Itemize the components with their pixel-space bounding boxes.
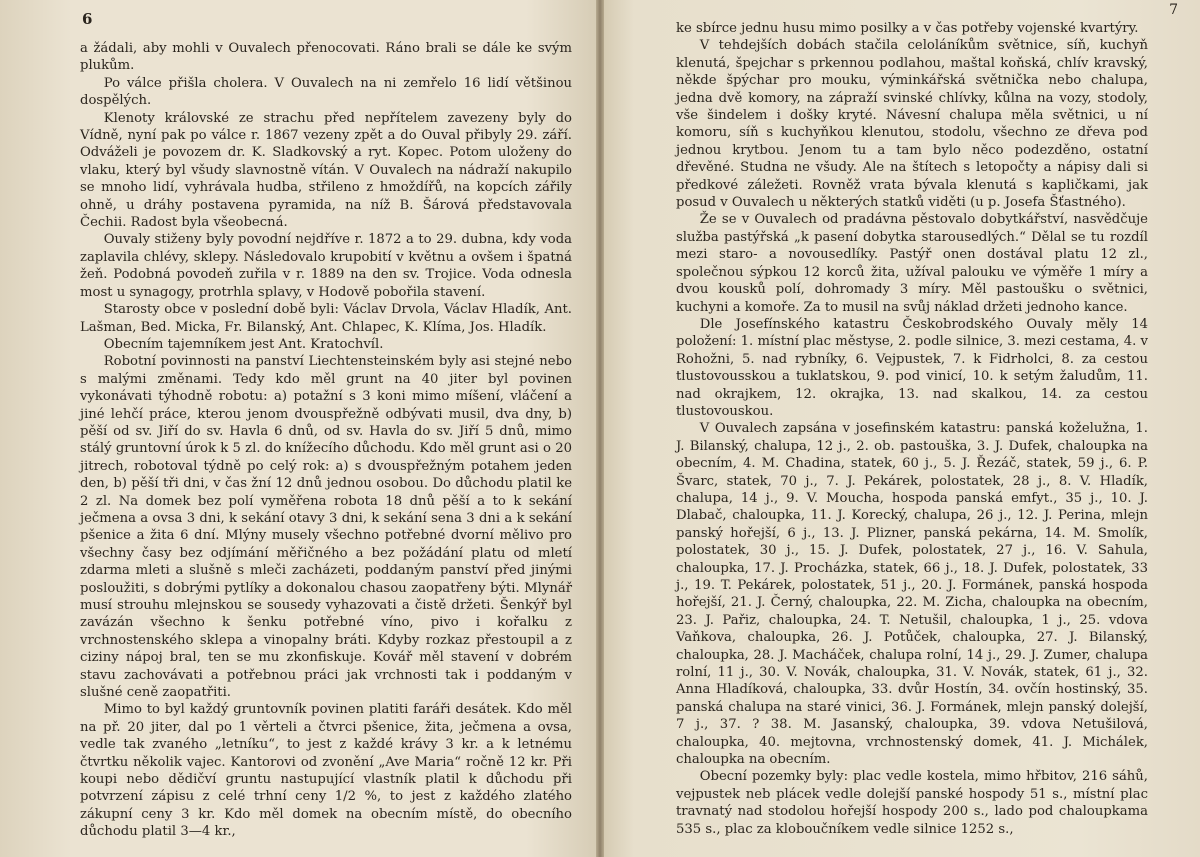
page-number: 6	[82, 10, 93, 28]
paragraph: Že se v Ouvalech od pradávna pěstovalo dobytkářství, nasvědčuje služba pastýřská „k pasení dobytka starousedlých.“ Dělal se tu rozdíl mezi staro- a novousedlíky. Pastýř onen dostával platu 12 zl., společnou sýpkou 12 korců žita, užíval palouku ve výměře 1 míry a dvou kousků polí, dohromady 3 míry. Měl pastoušku o světnici, kuchyni a komoře. Za to musil na svůj náklad držeti jednoho kance.	[676, 212, 1148, 315]
paragraph: Klenoty královské ze strachu před nepřítelem zavezeny byly do Vídně, nyní pak po válce r. 1867 vezeny zpět a do Ouval přibyly 29. září. Odváželi je povozem dr. K. Sladkovský a ryt. Kopec. Potom uloženy do vlaku, který byl všudy slavnostně vítán. V Ouvalech na nádraží nakupilo se mnoho lidí, vyhrávala hudba, střileno z hmoždířů, na kopcích zářily ohně, u dráhy postavena pyramida, na níž B. Šárová představovala Čechii. Radost byla všeobecná.	[80, 110, 572, 231]
paragraph: Starosty obce v poslední době byli: Václav Drvola, Václav Hladík, Ant. Lašman, Bed. Micka, Fr. Bilanský, Ant. Chlapec, K. Klíma, Jos. Hladík.	[80, 302, 572, 335]
paragraph: Obecním tajemníkem jest Ant. Kratochvíl.	[103, 336, 384, 352]
left-page-text	[80, 40, 572, 841]
right-page-text	[676, 20, 1148, 838]
right-page	[598, 0, 1200, 857]
paragraph: ke sbírce jednu husu mimo posilky a v čas potřeby vojenské kvartýry.	[676, 21, 1139, 36]
left-page	[0, 0, 598, 857]
paragraph: Ouvaly stiženy byly povodní nejdříve r. 1872 a to 29. dubna, kdy voda zaplavila chlévy, sklepy. Následovalo krupobití v květnu a ovšem i špatná žeň. Podobná povodeň zuřila v r. 1889 na den sv. Trojice. Voda odnesla most u synagogy, protrhla splavy, v Hodově pobořila stavení.	[80, 232, 572, 300]
paragraph: Obecní pozemky byly: plac vedle kostela, mimo hřbitov, 216 sáhů, vejpustek neb plácek vedle dolejší panské hospody 51 s., místní plac travnatý nad stodolou hořejší hospody 200 s., lado pod chaloupkama 535 s., plac za kloboučníkem vedle silnice 1252 s.,	[676, 769, 1148, 837]
paragraph: Robotní povinnosti na panství Liechtensteinském byly asi stejné nebo s malými změnami. Tedy kdo měl grunt na 40 jiter byl povinen vykonávati týhodně robotu: a) potažní s 3 koni mimo míšení, vláčení a jiné lehčí práce, kterou jenom dvouspřežně odbývati musil, dva dny, b) pěší od sv. Jiří do sv. Havla 6 dnů, od sv. Havla do sv. Jiří 5 dnů, mimo stálý gruntovní úrok k 5 zl. do knížecího důchodu. Kdo měl grunt asi o 20 jitrech, robotoval týdně po celý rok: a) s dvouspřežným potahem jeden den, b) pěší tři dni, v čas žní 12 dnů jednou osobou. Do důchodu platil ke 2 zl. Na domek bez polí vyměřena robota 18 dnů pěší a to k sekání ječmena a ovsa 3 dni, k sekání otavy 3 dni, k sekání sena 3 dni a k sekání pšenice a žita 6 dní. Mlýny musely všechno potřebné dvorní mělivo pro všechny časy bez odjímání měřičného a bez požádání platu od mletí zdarma mleti a slušně s mleči zacházeti, poddaným panství před jinými posloužiti, s dobrými pytlíky a dokonalou chasou zaopatřeny býti. Mlynář musí strouhu mlejnskou se sousedy vyhazovati a čistě držeti. Šenkýř byl zavázán všechno k šenku potřebné víno, pivo i kořalku z vrchnostenského sklepa a vinopalny bráti. Kdyby rozkaz přestoupil a z ciziny nápoj bral, ten se mu zkonfiskuje. Kovář měl stavení v dobrém stavu zachovávati a potřebnou práci jak vrchnosti tak i poddaným v slušné ceně zaopatřiti.	[80, 354, 572, 701]
page-corner-mark: 7	[1169, 2, 1178, 18]
paragraph: Dle Josefínského katastru Českobrodského Ouvaly měly 14 položení: 1. místní plac městyse, 2. podle silnice, 3. mezi cestama, 4. v Rohožni, 5. nad rybníky, 6. Vejpustek, 7. k Fidrholci, 8. za cestou tlustovousskou a tuklatskou, 9. pod vinicí, 10. k setým žaludům, 11. nad okrajkem, 12. okrajka, 13. nad skalkou, 14. za cestou tlustovouskou.	[676, 316, 1148, 419]
book-gutter	[596, 0, 604, 857]
paragraph: a žádali, aby mohli v Ouvalech přenocovati. Ráno brali se dále ke svým plukům.	[80, 41, 572, 74]
paragraph: V tehdejších dobách stačila celoláníkům světnice, síň, kuchyň klenutá, špejchar s prkennou podlahou, maštal koňská, chlív kravský, někde špýchar pro mouku, výminkářská světnička nebo chalupa, jedna dvě komory, na zápraží svinské chlívky, kůlna na vozy, stodoly, vše šindelem i došky kryté. Návesní chalupa měla světnici, u ní komoru, síň s kuchyňkou klenutou, stodolu, všechno ze dřeva pod jednou krytbou. Jenom tu a tam bylo něco podezděno, ostatní dřevěné. Studna ne všudy. Ale na štítech s letopočty a nápisy dali si předkové záležeti. Rovněž vrata bývala klenutá s kapličkami, jak posud v Ouvalech u některých statků viděti (u p. Josefa Šťastného).	[676, 38, 1148, 211]
paragraph: V Ouvalech zapsána v josefinském katastru: panská koželužna, 1. J. Bilanský, chalupa, 12 j., 2. ob. pastouška, 3. J. Dufek, chaloupka na obecním, 4. M. Chadina, statek, 60 j., 5. J. Řezáč, statek, 59 j., 6. P. Švarc, statek, 70 j., 7. J. Pekárek, polostatek, 28 j., 8. V. Hladík, chalupa, 14 j., 9. V. Moucha, hospoda panská emfyt., 35 j., 10. J. Dlabač, chaloupka, 11. J. Korecký, chalupa, 26 j., 12. J. Perina, mlejn panský hořejší, 6 j., 13. J. Plizner, panská pekárna, 14. M. Smolík, polostatek, 30 j., 15. J. Dufek, polostatek, 27 j., 16. V. Sahula, chaloupka, 17. J. Procházka, statek, 66 j., 18. J. Dufek, polostatek, 33 j., 19. T. Pekárek, polostatek, 51 j., 20. J. Formánek, panská hospoda hořejší, 21. J. Černý, chaloupka, 22. M. Zicha, chaloupka na obecním, 23. J. Pařiz, chaloupka, 24. T. Netušil, chaloupka, 1 j., 25. vdova Vaňkova, chaloupka, 26. J. Potůček, chaloupka, 27. J. Bilanský, chaloupka, 28. J. Macháček, chalupa rolní, 14 j., 29. J. Zumer, chalupa rolní, 11 j., 30. V. Novák, chaloupka, 31. V. Novák, statek, 61 j., 32. Anna Hladíková, chaloupka, 33. dvůr Hostín, 34. ovčín hostinský, 35. panská chalupa na staré vinici, 36. J. Formánek, mlejn panský dolejší, 7 j., 37. ? 38. M. Jasanský, chaloupka, 39. vdova Netušilová, chaloupka, 40. mejtovna, vrchnostenský domek, 41. J. Michálek, chaloupka na obecním.	[676, 421, 1148, 768]
paragraph: Mimo to byl každý gruntovník povinen platiti faráři desátek. Kdo měl na př. 20 jiter, dal po 1 věrteli a čtvrci pšenice, žita, ječmena a ovsa, vedle tak zvaného „letníku“, to jest z každé krávy 3 kr. a k letnému čtvrtku několik vajec. Kantorovi od zvonění „Ave Maria“ ročně 12 kr. Při koupi nebo dědičví gruntu nastupující vlastník platil k důchodu při potvrzení zápisu z celé trhní ceny 1/2 %, to jest z každého zlatého zákupní ceny 3 kr. Kdo měl domek na obecním místě, do obecního důchodu platil 3—4 kr.,	[80, 702, 572, 840]
paragraph: Po válce přišla cholera. V Ouvalech na ni zemřelo 16 lidí většinou dospělých.	[80, 75, 572, 109]
